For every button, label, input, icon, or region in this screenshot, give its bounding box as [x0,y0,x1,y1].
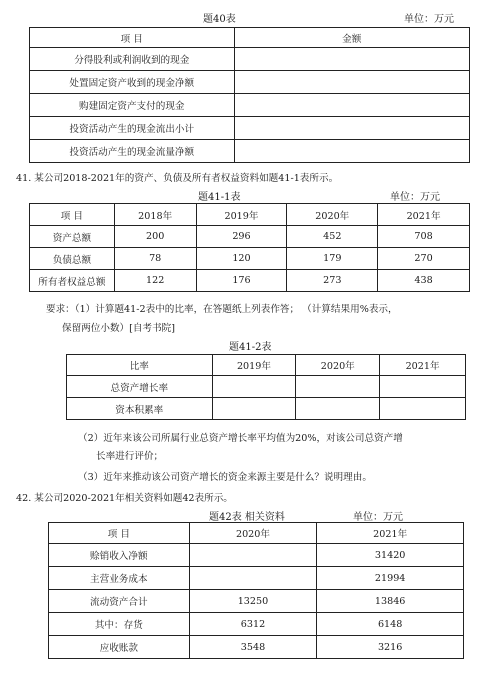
table42-cell: 应收账款 [49,636,190,659]
table40-cell-empty [234,94,469,117]
question41-requirement-line1: 要求：（1）计算题41-2表中的比率，在答题纸上列表作答； （计算结果用%表示， [46,304,398,315]
table41-1-cell: 273 [287,270,378,292]
table41-1-cell: 438 [378,270,470,292]
table-row [67,376,466,398]
table-row [30,140,470,163]
table-row [30,270,470,292]
table41-1-header: 2021年 [378,204,470,226]
table-row [49,636,464,659]
table42-cell: 主营业务成本 [49,567,190,590]
table-row [30,117,470,140]
table42-cell: 31420 [317,544,464,567]
table41-1-cell: 所有者权益总额 [30,270,115,292]
table41-1-header: 2019年 [196,204,287,226]
table42-cell: 3216 [317,636,464,659]
table41-1-cell: 179 [287,248,378,270]
table42-cell: 6148 [317,613,464,636]
table42-cell: 流动资产合计 [49,590,190,613]
table42-cell: 3548 [189,636,317,659]
table42-cell: 6312 [189,613,317,636]
table-row [30,248,470,270]
question41-part2-line1: （2）近年来该公司所属行业总资产增长率平均值为20%，对该公司总资产增 [78,433,403,444]
table40-header-item: 项 目 [30,28,235,48]
table-row [49,590,464,613]
table41-2-header: 比率 [67,355,213,376]
table41-1-cell: 452 [287,226,378,248]
table41-1-cell: 122 [114,270,196,292]
table40-caption: 题40表 [203,14,236,25]
table41-1-cell: 708 [378,226,470,248]
table40-row-label: 投资活动产生的现金流量净额 [30,140,235,163]
table42-cell: 赊销收入净额 [49,544,190,567]
table42-cell [189,544,317,567]
table41-2-cell-empty [296,398,380,420]
table40-row-label: 分得股利或利润收到的现金 [30,48,235,71]
table42-cell [189,567,317,590]
table-row [30,94,470,117]
table40-row-label: 购建固定资产支付的现金 [30,94,235,117]
table-row [30,71,470,94]
table41-1-caption: 题41-1表 [198,192,241,203]
table41-1-cell: 270 [378,248,470,270]
table40 [29,27,470,163]
table42-header: 2020年 [189,523,317,544]
table40-cell-empty [234,71,469,94]
table41-1-cell: 176 [196,270,287,292]
table42-cell: 13846 [317,590,464,613]
question41-intro: 41. 某公司2018-2021年的资产、负债及所有者权益资料如题41-1表所示。 [16,173,339,184]
table41-2-row-label: 资本积累率 [67,398,213,420]
table42-header: 项 目 [49,523,190,544]
table41-1-cell: 296 [196,226,287,248]
table-row [30,226,470,248]
table41-2-cell-empty [380,398,466,420]
table41-1-header: 2018年 [114,204,196,226]
table-row [49,613,464,636]
table41-1 [29,203,470,292]
table41-2-cell-empty [380,376,466,398]
table-row [49,544,464,567]
table40-cell-empty [234,140,469,163]
table40-cell-empty [234,48,469,71]
table-row [49,567,464,590]
table40-header-amount: 金额 [234,28,469,48]
table42-cell: 13250 [189,590,317,613]
table41-2-cell-empty [296,376,380,398]
question41-requirement-line2: 保留两位小数）[自考书院] [62,323,176,334]
table41-2 [66,354,466,420]
table42-cell: 其中：存货 [49,613,190,636]
question42-intro: 42. 某公司2020-2021年相关资料如题42表所示。 [16,493,233,504]
table41-2-row-label: 总资产增长率 [67,376,213,398]
table42 [48,522,464,659]
table42-caption: 题42表 相关资料 [209,512,285,523]
table41-1-cell: 200 [114,226,196,248]
table41-2-header: 2021年 [380,355,466,376]
table41-2-cell-empty [212,398,296,420]
table41-2-header: 2019年 [212,355,296,376]
table40-cell-empty [234,117,469,140]
question41-part2-line2: 长率进行评价； [96,451,164,462]
table41-2-header: 2020年 [296,355,380,376]
table40-row-label: 处置固定资产收到的现金净额 [30,71,235,94]
table41-1-cell: 资产总额 [30,226,115,248]
question41-part3: （3）近年来推动该公司资产增长的资金来源主要是什么？说明理由。 [78,472,372,483]
table41-2-caption: 题41-2表 [229,342,272,353]
table42-unit: 单位：万元 [353,512,403,523]
table-row [67,398,466,420]
table41-2-cell-empty [212,376,296,398]
table42-cell: 21994 [317,567,464,590]
table41-1-cell: 120 [196,248,287,270]
table41-1-header: 2020年 [287,204,378,226]
table41-1-cell: 78 [114,248,196,270]
table41-1-header: 项 目 [30,204,115,226]
table40-row-label: 投资活动产生的现金流出小计 [30,117,235,140]
table41-1-unit: 单位：万元 [390,192,440,203]
table40-unit: 单位：万元 [404,14,454,25]
table-row [30,48,470,71]
table41-1-cell: 负债总额 [30,248,115,270]
table42-header: 2021年 [317,523,464,544]
